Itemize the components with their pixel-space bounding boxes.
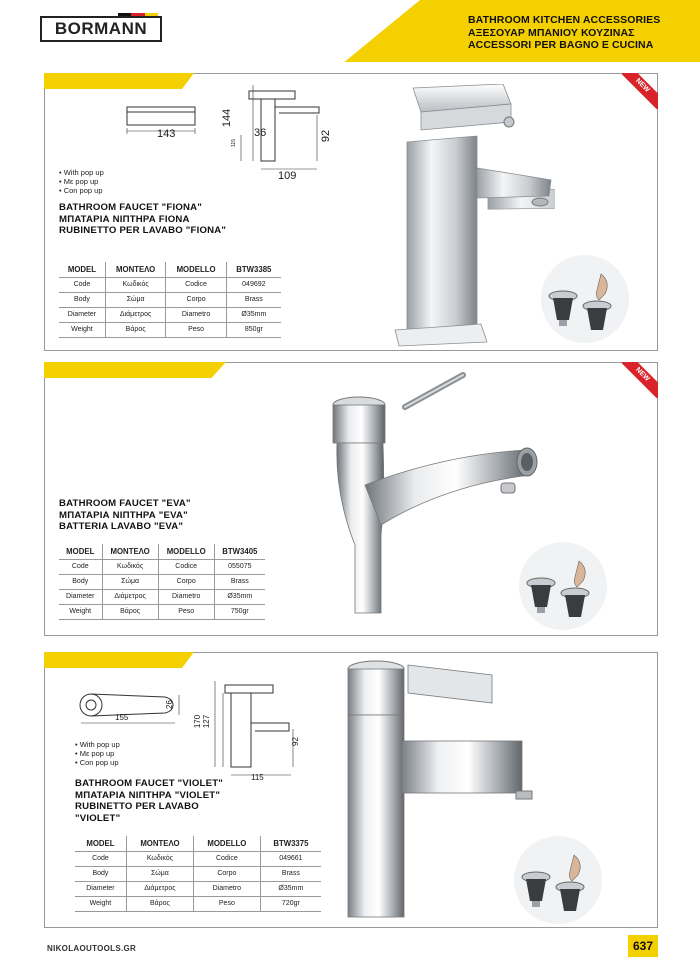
table-cell: Peso [166,322,226,337]
table-cell: Codice [158,559,214,574]
new-badge [622,362,658,398]
spec-table [75,836,321,912]
dim-top-length: 155 [115,713,129,722]
table-cell: 850gr [226,322,281,337]
table-cell: Weight [59,604,102,619]
dim-reach: 109 [278,170,297,182]
table-cell: Diameter [59,307,105,322]
table-header: MODELLO [193,836,260,851]
table-cell: Corpo [158,574,214,589]
dimension-drawing [121,79,341,189]
table-row [59,322,281,337]
title-line: ΜΠΑΤΑΡΙΑ ΝΙΠΤΗΡΑ "EVA" [59,509,188,521]
title-line: RUBINETTO PER LAVABO "FIONA" [59,225,227,236]
product-section-violet [44,652,658,928]
table-cell: Βάρος [126,896,193,911]
table-cell: Peso [193,896,260,911]
table-header: MODEL [86,838,115,848]
title-line: BATTERIA LAVABO "EVA" [59,521,184,532]
product-title [59,202,226,237]
table-cell: 055075 [214,559,265,574]
product-title [59,498,191,533]
table-cell: Ø35mm [214,589,265,604]
table-header: ΜΟΝΤΕΛΟ [105,262,166,277]
section-tab [44,362,226,378]
table-header-row [59,544,265,559]
popup-drain-image [535,254,635,344]
table-header: ΜΟΝΤΕΛΟ [126,836,193,851]
header-line: BATHROOM KITCHEN ACCESSORIES [468,14,661,26]
table-row [59,559,265,574]
dim-height: 170 [193,714,203,729]
dim-body: 127 [202,714,212,729]
table-cell: Σώμα [126,866,193,881]
table-cell: Codice [166,277,226,292]
table-cell: Body [75,866,126,881]
table-cell: Brass [226,292,281,307]
title-line: "VIOLET" [75,812,121,824]
table-cell: Diametro [166,307,226,322]
table-row [75,881,321,896]
header-line: ACCESSORI PER BAGNO E CUCINA [468,39,654,51]
dim-base: 36 [254,127,267,139]
table-row [59,307,281,322]
table-cell: Peso [158,604,214,619]
table-cell: Κωδικός [126,851,193,866]
feature-item: • With pop up [59,168,104,177]
popup-drain-image [508,835,608,925]
table-cell: Brass [214,574,265,589]
table-cell: 720gr [260,896,321,911]
table-row [59,292,281,307]
header-line: ΑΞΕΣΟΥΑΡ ΜΠΑΝΙΟΥ ΚΟΥΖΙΝΑΣ [468,26,635,39]
table-cell: Weight [75,896,126,911]
table-cell: Διάμετρος [102,589,158,604]
table-row [59,277,281,292]
table-cell: Βάρος [105,322,166,337]
faucet-fiona-image [385,84,555,349]
brand-logo: BORMANN [40,16,162,42]
table-header: BTW3375 [260,836,321,851]
table-cell: Ø35mm [260,881,321,896]
popup-drain-image [513,541,613,631]
table-header-row [59,262,281,277]
table-row [59,574,265,589]
title-line: ΜΠΑΤΑΡΙΑ ΝΙΠΤΗΡΑ "VIOLET" [75,789,221,801]
features-list [75,740,120,767]
dim-height: 144 [221,108,234,128]
title-line: BATHROOM FAUCET "FIONA" [59,202,203,213]
feature-item: • Con pop up [59,186,104,195]
new-badge [622,73,658,109]
table-header: MODEL [66,546,95,556]
spec-table [59,262,281,338]
table-cell: Diametro [193,881,260,896]
table-cell: Σώμα [105,292,166,307]
new-badge-label: NEW [622,362,658,398]
header-category [468,14,688,52]
table-header-row [75,836,321,851]
footer-website[interactable]: NIKOLAOUTOOLS.GR [47,944,137,953]
table-cell: Body [59,574,102,589]
table-cell: 049692 [226,277,281,292]
table-cell: Corpo [166,292,226,307]
table-cell: Κωδικός [102,559,158,574]
new-badge-label: NEW [622,73,658,109]
dim-small: 115 [230,139,237,147]
feature-item: • With pop up [75,740,120,749]
table-row [75,851,321,866]
product-section-eva [44,362,658,636]
table-header: MODELLO [166,262,226,277]
dim-top-length: 143 [157,128,176,140]
table-cell: Διάμετρος [126,881,193,896]
page-number: 637 [628,935,658,957]
features-list [59,168,104,195]
table-cell: Διάμετρος [105,307,166,322]
table-cell: Σώμα [102,574,158,589]
table-cell: Body [59,292,105,307]
spec-table [59,544,265,620]
table-cell: Κωδικός [105,277,166,292]
table-cell: Code [59,277,105,292]
feature-item: • Με pop up [59,177,104,186]
table-cell: Brass [260,866,321,881]
table-header: BTW3385 [226,262,281,277]
dim-spout-height: 92 [320,129,333,143]
table-cell: Code [75,851,126,866]
table-cell: Code [59,559,102,574]
table-row [59,589,265,604]
title-line: BATHROOM FAUCET "EVA" [59,498,191,509]
table-cell: 049661 [260,851,321,866]
table-cell: Weight [59,322,105,337]
title-line: BATHROOM FAUCET "VIOLET" [75,778,224,789]
table-row [59,604,265,619]
section-tab [44,652,194,668]
table-cell: Diameter [75,881,126,896]
dim-reach: 115 [251,773,264,782]
dim-spout-height: 92 [290,737,300,746]
feature-item: • Con pop up [75,758,120,767]
product-section-fiona [44,73,658,351]
title-line: RUBINETTO PER LAVABO [75,801,199,812]
table-cell: Corpo [193,866,260,881]
table-cell: Diametro [158,589,214,604]
dim-lever: 26 [164,700,174,709]
table-row [75,866,321,881]
table-cell: Diameter [59,589,102,604]
table-cell: Codice [193,851,260,866]
table-cell: Βάρος [102,604,158,619]
product-title [75,778,223,824]
table-header: ΜΟΝΤΕΛΟ [102,544,158,559]
table-header: MODEL [67,264,96,274]
title-line: ΜΠΑΤΑΡΙΑ ΝΙΠΤΗΡΑ FIONA [59,213,190,225]
table-row [75,896,321,911]
table-header: BTW3405 [214,544,265,559]
table-header: MODELLO [158,544,214,559]
table-cell: 750gr [214,604,265,619]
feature-item: • Με pop up [75,749,120,758]
table-cell: Ø35mm [226,307,281,322]
